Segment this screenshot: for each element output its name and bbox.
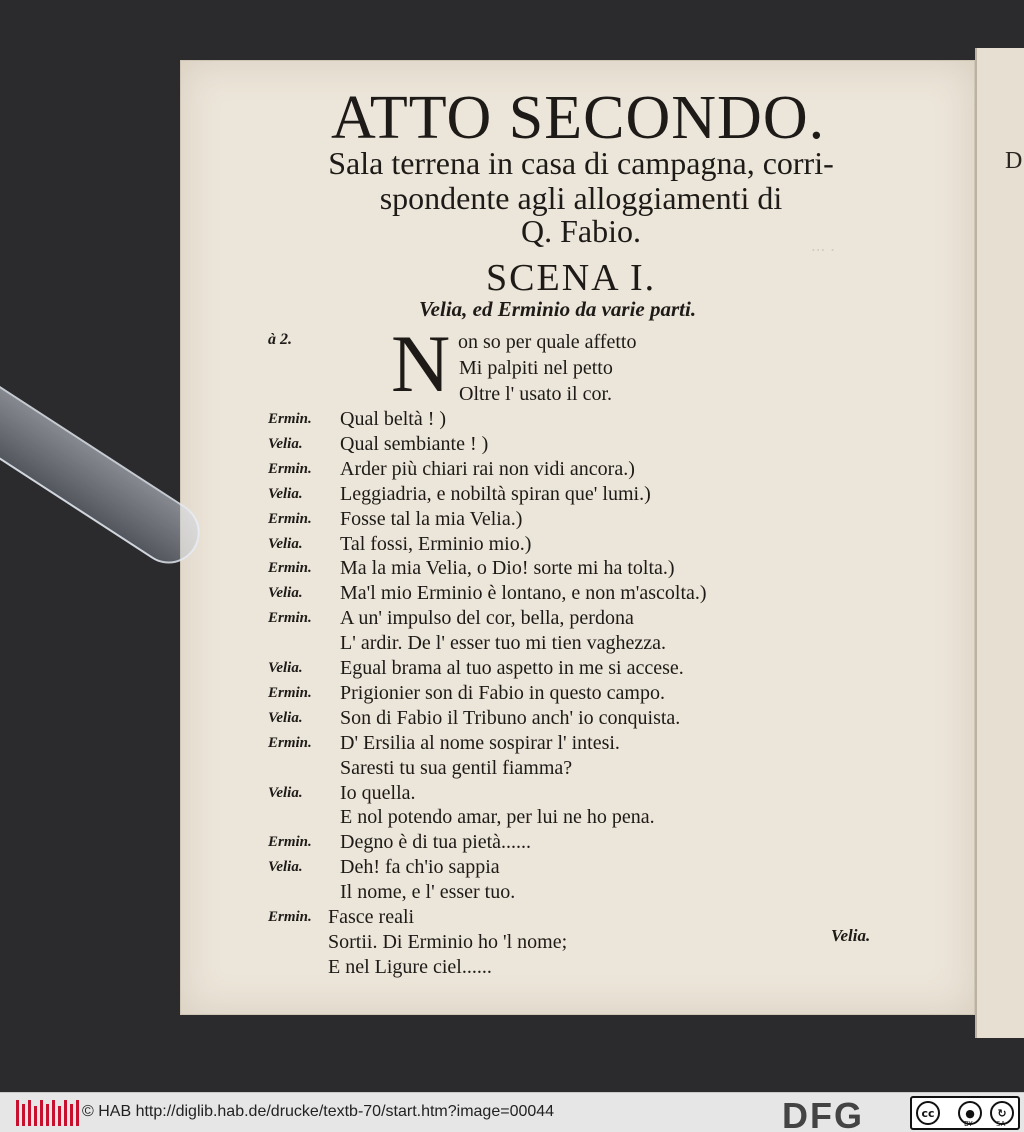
dialogue-line bbox=[268, 856, 968, 880]
next-page-fragment: D bbox=[1005, 148, 1023, 174]
dialogue-line bbox=[268, 557, 968, 581]
speaker-name: Velia. bbox=[268, 709, 303, 726]
scene-title: SCENA I. bbox=[486, 257, 657, 299]
dialogue-line bbox=[268, 757, 968, 781]
dialogue-line bbox=[268, 831, 968, 855]
dialogue-line bbox=[268, 956, 968, 980]
next-page-edge bbox=[975, 48, 1024, 1038]
dialogue-text: Leggiadria, e nobiltà spiran que' lumi.) bbox=[340, 482, 651, 505]
dialogue-line bbox=[268, 682, 968, 706]
dialogue-line bbox=[268, 582, 968, 606]
scene-characters: Velia, ed Erminio da varie parti. bbox=[419, 297, 697, 321]
dialogue-text: Sortii. Di Erminio ho 'l nome; bbox=[328, 930, 568, 953]
speaker-name: Velia. bbox=[268, 435, 303, 452]
dialogue-text: Arder più chiari rai non vidi ancora.) bbox=[340, 457, 635, 480]
dialogue-text: Son di Fabio il Tribuno anch' io conquista. bbox=[340, 706, 681, 729]
dialogue-line bbox=[268, 806, 968, 830]
speaker-name: Ermin. bbox=[268, 510, 312, 527]
opening-line-1: on so per quale affetto bbox=[458, 331, 637, 353]
speaker-name: Ermin. bbox=[268, 684, 312, 701]
cc-license-badge[interactable] bbox=[910, 1096, 1020, 1130]
footer-bar bbox=[0, 1092, 1024, 1132]
dialogue-text: Il nome, e l' esser tuo. bbox=[340, 881, 516, 904]
dialogue-text: Qual beltà ! ) bbox=[340, 408, 447, 430]
person-icon: ● bbox=[958, 1101, 982, 1125]
dialogue-text: L' ardir. De l' esser tuo mi tien vaghezza. bbox=[340, 632, 666, 655]
speaker-name: Ermin. bbox=[268, 610, 312, 627]
cc-icon: cc bbox=[916, 1101, 940, 1125]
dialogue-text: D' Ersilia al nome sospirar l' intesi. bbox=[340, 731, 620, 754]
dialogue-text: A un' impulso del cor, bella, perdona bbox=[340, 607, 634, 630]
dialogue-line bbox=[268, 657, 968, 681]
speaker-name: Velia. bbox=[268, 660, 303, 676]
dialogue-text: Fasce reali bbox=[328, 906, 415, 928]
dfg-logo[interactable]: DFG bbox=[782, 1095, 864, 1132]
act-title: ATTO SECONDO. bbox=[331, 84, 826, 152]
dialogue-line bbox=[268, 732, 968, 756]
duet-marker: à 2. bbox=[268, 331, 292, 348]
dialogue-text: Fosse tal la mia Velia.) bbox=[340, 507, 523, 530]
speaker-name: Velia. bbox=[268, 535, 303, 552]
dialogue-text: Deh! fa ch'io sappia bbox=[340, 856, 500, 879]
speaker-name: Velia. bbox=[268, 485, 303, 502]
speaker-name: Ermin. bbox=[268, 560, 312, 577]
show-through-text: ··· · bbox=[811, 241, 835, 259]
speaker-name: Ermin. bbox=[268, 834, 312, 851]
catchword: Velia. bbox=[831, 926, 871, 945]
by-label: BY bbox=[964, 1120, 973, 1128]
speaker-name: Ermin. bbox=[268, 734, 312, 751]
dialogue-line bbox=[268, 607, 968, 631]
dialogue-line bbox=[268, 533, 968, 557]
dialogue-text: E nol potendo amar, per lui ne ho pena. bbox=[340, 806, 655, 829]
sa-label: SA bbox=[996, 1120, 1006, 1128]
opening-line-3: Oltre l' usato il cor. bbox=[459, 383, 613, 405]
opening-line-2: Mi palpiti nel petto bbox=[459, 357, 613, 379]
dialogue-text: Tal fossi, Erminio mio.) bbox=[340, 532, 532, 555]
dialogue-line bbox=[268, 458, 968, 482]
dialogue-line bbox=[268, 881, 968, 905]
dialogue-line bbox=[268, 782, 968, 806]
dialogue-line bbox=[268, 508, 968, 532]
speaker-name: Ermin. bbox=[268, 411, 312, 427]
share-alike-icon: ↻ bbox=[990, 1101, 1014, 1125]
setting-line-2: spondente agli alloggiamenti di bbox=[379, 180, 783, 216]
dialogue-text: E nel Ligure ciel...... bbox=[328, 955, 492, 978]
speaker-name: Ermin. bbox=[268, 460, 312, 477]
dialogue-text: Prigionier son di Fabio in questo campo. bbox=[340, 681, 665, 704]
dialogue-line bbox=[268, 632, 968, 656]
setting-line-3: Q. Fabio. bbox=[521, 213, 641, 249]
book-page bbox=[180, 60, 975, 1015]
dialogue-line bbox=[268, 433, 968, 457]
dialogue-text: Ma'l mio Erminio è lontano, e non m'ascolta.) bbox=[340, 582, 707, 605]
dialogue-text: Degno è di tua pietà...... bbox=[340, 831, 532, 854]
speaker-name: Velia. bbox=[268, 585, 303, 602]
speaker-name: Ermin. bbox=[268, 909, 312, 925]
dialogue-text: Saresti tu sua gentil fiamma? bbox=[340, 756, 573, 779]
dialogue-text: Egual brama al tuo aspetto in me si accese. bbox=[340, 657, 684, 679]
dialogue-line bbox=[268, 483, 968, 507]
dialogue-text: Qual sembiante ! ) bbox=[340, 432, 489, 455]
dialogue-text: Ma la mia Velia, o Dio! sorte mi ha tolta.) bbox=[340, 557, 675, 580]
dialogue-line bbox=[268, 408, 968, 432]
dialogue-line bbox=[268, 707, 968, 731]
setting-line-1: Sala terrena in casa di campagna, corri- bbox=[328, 145, 834, 181]
copyright-link[interactable]: © HAB http://diglib.hab.de/drucke/textb-70/start.htm?image=00044 bbox=[82, 1103, 555, 1120]
speaker-name: Velia. bbox=[268, 784, 303, 801]
dialogue-text: Io quella. bbox=[340, 781, 416, 804]
hab-logo-icon[interactable] bbox=[16, 1100, 79, 1126]
drop-cap: N bbox=[391, 318, 451, 409]
speaker-name: Velia. bbox=[268, 859, 303, 876]
